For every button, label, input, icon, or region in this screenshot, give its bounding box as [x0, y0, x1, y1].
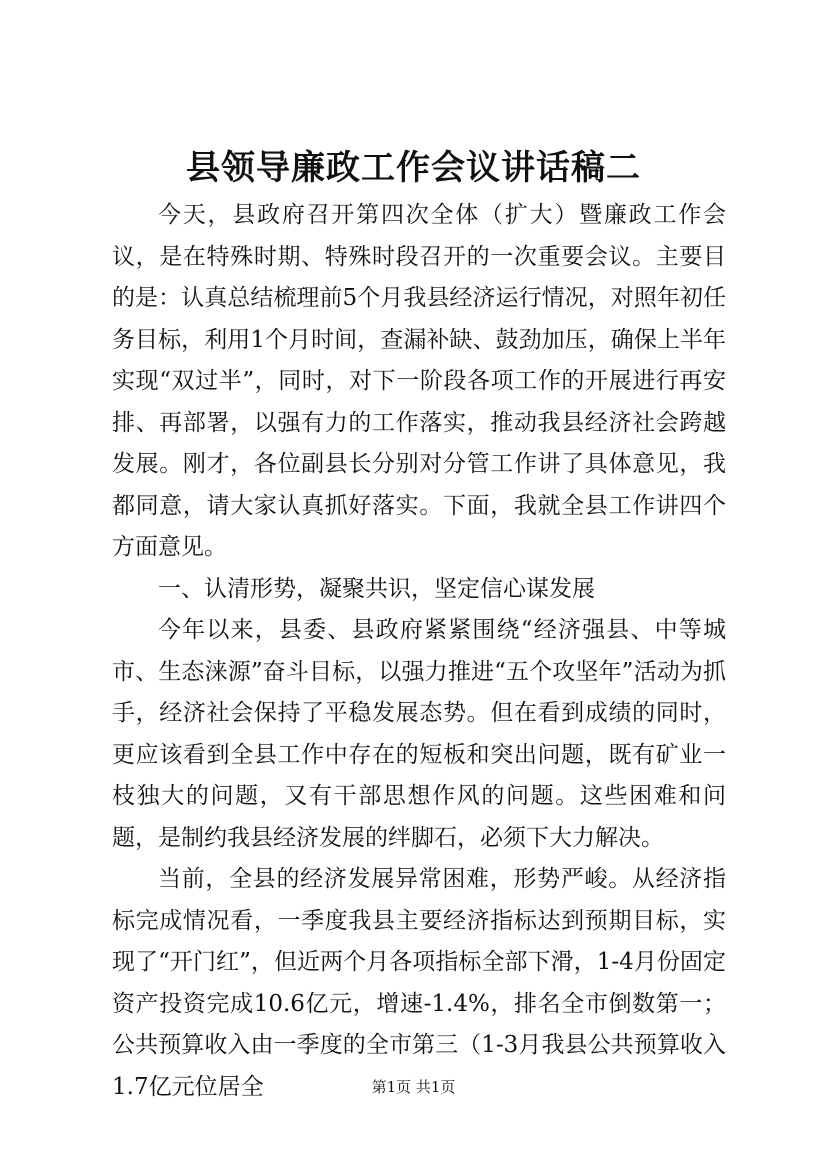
paragraph-situation: 今年以来，县委、县政府紧紧围绕“经济强县、中等城市、生态涞源”奋斗目标，以强力推进“五个攻坚年”活动为抓手，经济社会保持了平稳发展态势。但在看到成绩的同时，更应该看到全县工作中存在的短板和突出问题，既有矿业一枝独大的问题，又有干部思想作风的问题。这些困难和问题，是制约我县经济发展的绊脚石，必须下大力解决。: [112, 617, 726, 851]
document-title: 县领导廉政工作会议讲话稿二: [186, 148, 641, 188]
section-heading-1: 一、认清形势，凝聚共识，坚定信心谋发展: [158, 575, 595, 602]
page-footer: 第1页 共1页: [371, 1078, 456, 1096]
document-body: [112, 195, 726, 1108]
paragraph-intro: 今天，县政府召开第四次全体（扩大）暨廉政工作会议，是在特殊时期、特殊时段召开的一次重要会议。主要目的是：认真总结梳理前5个月我县经济运行情况，对照年初任务目标，利用1个月时间，查漏补缺、鼓劲加压，确保上半年实现“双过半”，同时，对下一阶段各项工作的开展进行再安排、再部署，以强有力的工作落实，推动我县经济社会跨越发展。刚才，各位副县长分别对分管工作讲了具体意见，我都同意，请大家认真抓好落实。下面，我就全县工作讲四个方面意见。: [112, 202, 726, 560]
paragraph-current: 当前，全县的经济发展异常困难，形势严峻。从经济指标完成情况看，一季度我县主要经济指标达到预期目标，实现了“开门红”，但近两个月各项指标全部下滑，1-4月份固定资产投资完成10.6亿元，增速-1.4%，排名全市倒数第一；公共预算收入由一季度的全市第三（1-3月我县公共预算收入1.7亿元位居全: [112, 866, 726, 1100]
